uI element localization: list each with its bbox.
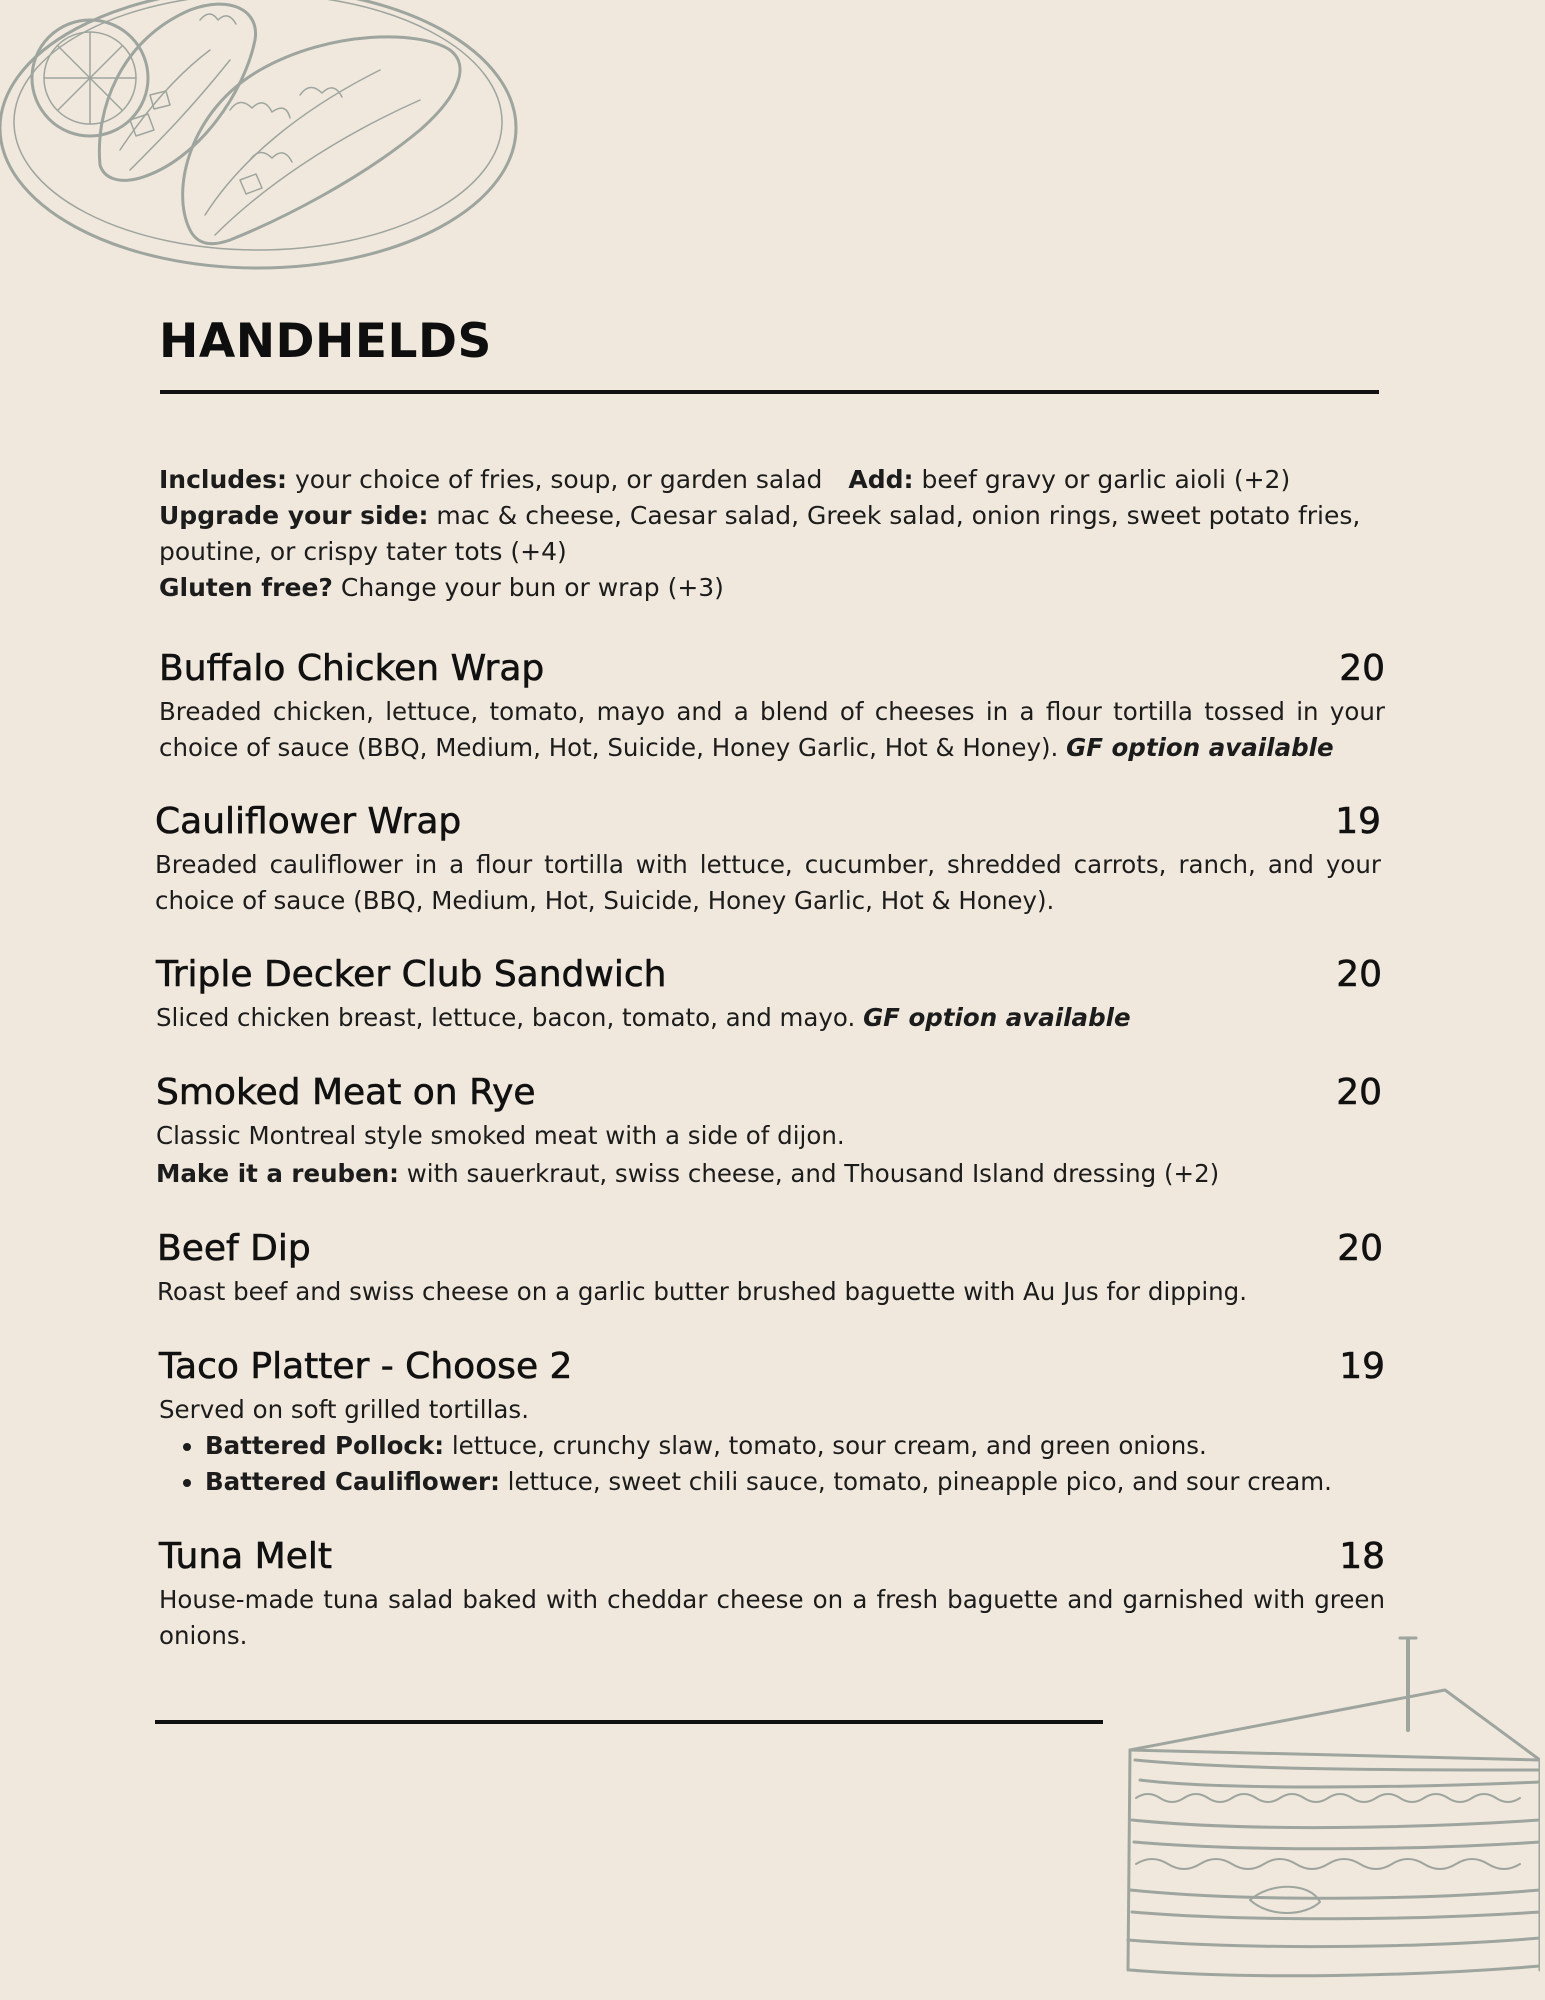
item-price: 20	[1337, 1228, 1383, 1269]
upgrade-text: mac & cheese, Caesar salad, Greek salad, onion rings, sweet potato fries, poutine, or crispy tater tots (+4)	[159, 501, 1361, 566]
includes-text: your choice of fries, soup, or garden salad	[287, 465, 823, 494]
club-sandwich-icon	[1100, 1620, 1540, 2000]
item-description-text: Sliced chicken breast, lettuce, bacon, tomato, and mayo.	[156, 1003, 864, 1032]
item-description	[152, 1000, 1382, 1036]
item-name: Beef Dip	[157, 1228, 311, 1269]
menu-item	[153, 1228, 1383, 1310]
add-label: Add:	[848, 465, 914, 494]
item-name: Buffalo Chicken Wrap	[159, 648, 545, 689]
item-price: 20	[1339, 648, 1385, 689]
item-name: Cauliflower Wrap	[155, 801, 462, 842]
menu-item	[155, 648, 1385, 766]
gf-note: GF option available	[1066, 733, 1334, 762]
item-name: Triple Decker Club Sandwich	[156, 954, 667, 995]
item-description: House-made tuna salad baked with cheddar cheese on a fresh baguette and garnished with green onions.	[159, 1585, 1385, 1650]
list-item	[205, 1428, 1385, 1464]
item-description-text: Breaded chicken, lettuce, tomato, mayo and a blend of cheeses in a flour tortilla tossed in your choice of sauce (BBQ, Medium, Hot, Suicide, Honey Garlic, Hot & Honey).	[159, 697, 1385, 762]
gluten-label: Gluten free?	[159, 573, 333, 602]
menu-item	[151, 801, 1381, 919]
gf-note: GF option available	[863, 1003, 1131, 1032]
list-item	[205, 1464, 1385, 1500]
option-text: lettuce, crunchy slaw, tomato, sour cream, and green onions.	[444, 1431, 1207, 1460]
title-divider	[160, 390, 1379, 394]
option-label: Battered Pollock:	[205, 1431, 445, 1460]
item-name: Tuna Melt	[159, 1536, 332, 1577]
item-description: Classic Montreal style smoked meat with a side of dijon.	[156, 1121, 845, 1150]
item-price: 19	[1335, 801, 1381, 842]
add-text: beef gravy or garlic aioli (+2)	[913, 465, 1291, 494]
item-name: Smoked Meat on Rye	[156, 1072, 536, 1113]
item-price: 18	[1339, 1536, 1385, 1577]
item-description: Served on soft grilled tortillas.	[159, 1395, 529, 1424]
bottom-divider	[155, 1720, 1103, 1724]
gluten-text: Change your bun or wrap (+3)	[332, 573, 724, 602]
item-name: Taco Platter - Choose 2	[159, 1346, 573, 1387]
option-label: Battered Cauliflower:	[205, 1467, 500, 1496]
menu-item	[155, 1346, 1385, 1500]
upgrade-line	[159, 498, 1389, 570]
extra-label: Make it a reuben:	[156, 1159, 399, 1188]
item-description: Breaded cauliflower in a flour tortilla with lettuce, cucumber, shredded carrots, ranch, and your choice of sauce (BBQ, Medium, Hot, Suicide, Honey Garlic, Hot & Honey).	[155, 850, 1381, 915]
intro-notes	[159, 462, 1389, 606]
upgrade-label: Upgrade your side:	[159, 501, 429, 530]
gluten-line	[159, 570, 1389, 606]
includes-line	[159, 462, 1389, 498]
item-description	[155, 694, 1385, 766]
item-price: 20	[1336, 1072, 1382, 1113]
menu-item	[152, 1072, 1382, 1192]
item-extra	[152, 1156, 1382, 1192]
extra-text: with sauerkraut, swiss cheese, and Thousand Island dressing (+2)	[398, 1159, 1220, 1188]
includes-label: Includes:	[159, 465, 288, 494]
taco-options	[155, 1428, 1385, 1500]
menu-item	[155, 1536, 1385, 1654]
taco-plate-icon	[0, 0, 530, 280]
item-price: 20	[1336, 954, 1382, 995]
option-text: lettuce, sweet chili sauce, tomato, pineapple pico, and sour cream.	[499, 1467, 1332, 1496]
menu-item	[152, 954, 1382, 1036]
item-description: Roast beef and swiss cheese on a garlic butter brushed baguette with Au Jus for dipping.	[157, 1277, 1248, 1306]
section-title: HANDHELDS	[159, 314, 492, 369]
item-price: 19	[1339, 1346, 1385, 1387]
